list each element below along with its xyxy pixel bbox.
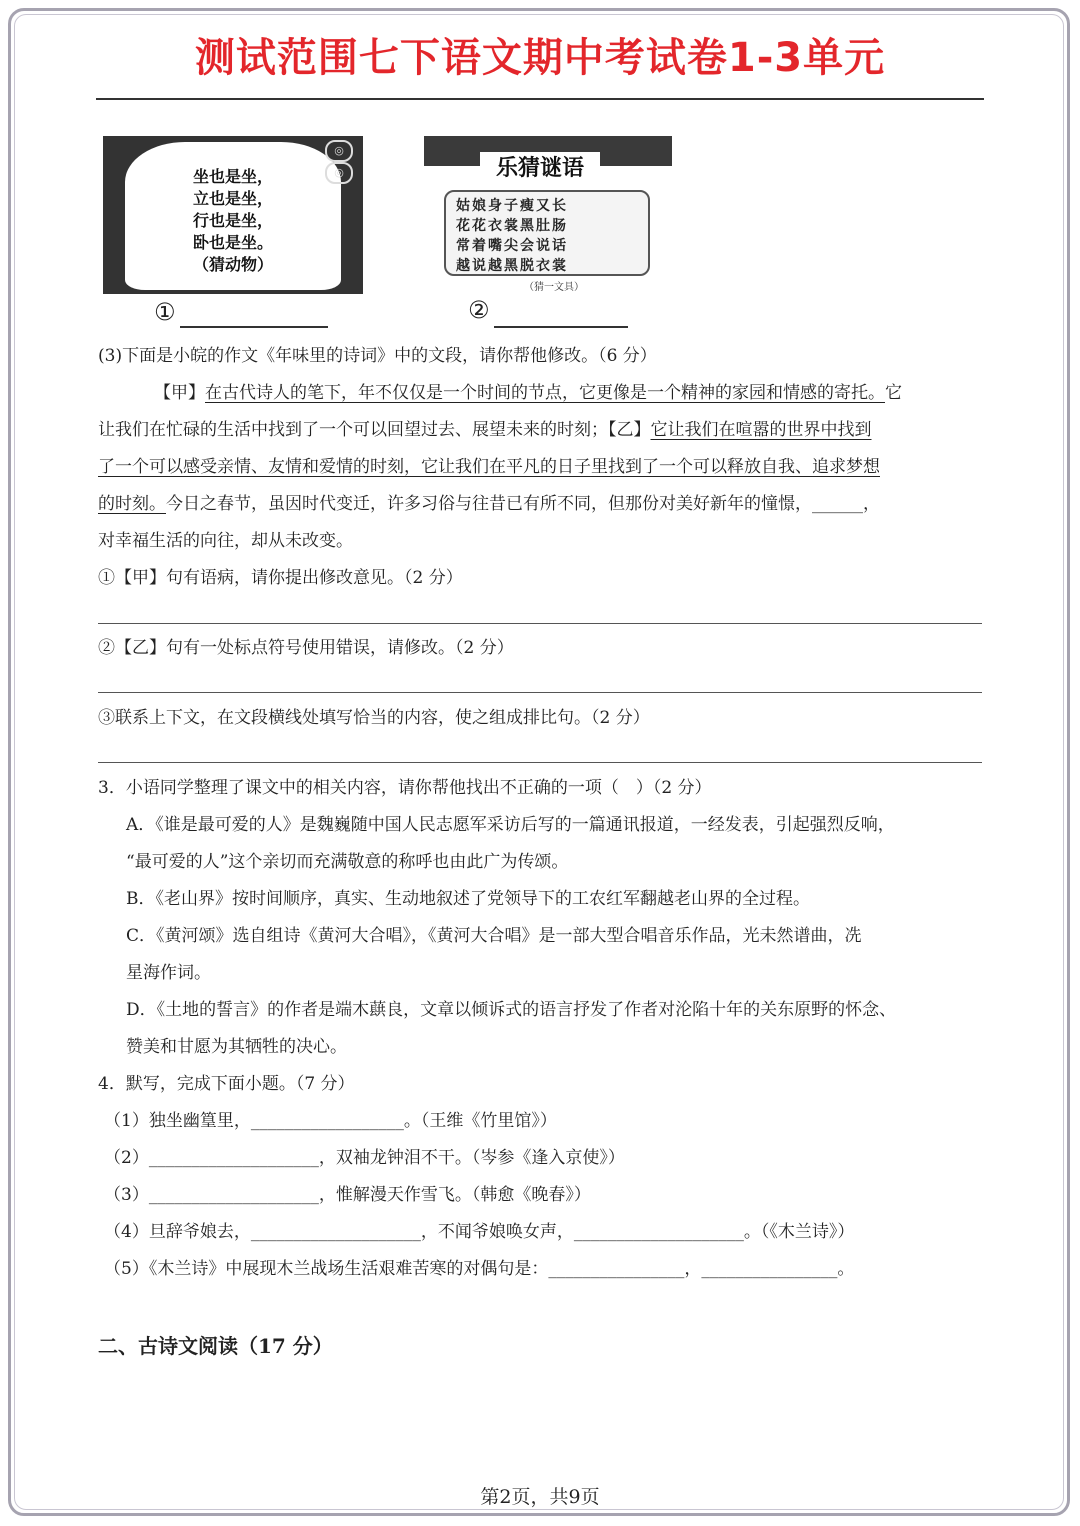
riddle-image-2-logo: 乐猜谜语 [480,152,600,186]
tab-icon: ◎ [325,140,353,162]
answer-line-2[interactable] [98,692,982,693]
riddle-line: 立也是坐， [193,189,274,208]
riddle-image-2-text [444,190,650,276]
answer-label-2: ② [468,296,490,324]
riddle-image-2-hint: （猜一文具） [524,282,584,293]
riddle-line: 卧也是坐。 [193,233,274,252]
riddle-line: 坐也是坐， [193,167,274,186]
passage-text: 它 [885,383,902,403]
riddle-line: 花花衣裳黑肚肠 [456,218,568,234]
passage-line-1 [154,383,902,403]
passage-text: 让我们在忙碌的生活中找到了一个可以回望过去、展望未来的时刻；【乙】 [98,420,651,440]
page-number: 第2页，共9页 [480,1486,600,1508]
title-divider [96,98,984,100]
dictation-3: （3）____________________，惟解漫天作雪飞。（韩愈《晚春》） [104,1185,591,1205]
dictation-1: （1）独坐幽篁里，__________________。（王维《竹里馆》） [104,1111,557,1131]
subquestion-2: ②【乙】句有一处标点符号使用错误，请修改。（2 分） [98,638,514,658]
passage-sentence-yi-end: 的时刻。 [98,494,166,514]
riddle-line: 常着嘴尖会说话 [456,238,568,254]
passage-line-4 [98,494,880,514]
page-title: 测试范围七下语文期中考试卷1-3单元 [194,35,886,81]
passage-line-5: 对幸福生活的向往，却从未改变。 [98,531,353,551]
answer-blank-1[interactable] [180,326,328,328]
subquestion-1: ①【甲】句有语病，请你提出修改意见。（2 分） [98,568,463,588]
passage-line-2 [98,420,872,440]
passage-line-3: 了一个可以感受亲情、友情和爱情的时刻，它让我们在平凡的日子里找到了一个可以释放自我、追求梦想 [98,457,880,477]
option-d: D．《土地的誓言》的作者是端木蕻良，文章以倾诉式的语言抒发了作者对沦陷十年的关东原野的怀念、 [126,1000,897,1020]
passage-text: 今日之春节，虽因时代变迁，许多习俗与往昔已有所不同，但那份对美好新年的憧憬，______， [166,494,880,514]
option-a-cont: “最可爱的人”这个亲切而充满敬意的称呼也由此广为传颂。 [126,852,569,872]
dictation-5: （5）《木兰诗》中展现木兰战场生活艰难苦寒的对偶句是：________________，________________。 [104,1259,855,1279]
riddle-line: 越说越黑脱衣裳 [456,258,568,274]
option-c: C．《黄河颂》选自组诗《黄河大合唱》，《黄河大合唱》是一部大型合唱音乐作品，光未然谱曲，冼 [126,926,862,946]
passage-sentence-yi: 它让我们在喧嚣的世界中找到 [650,420,872,440]
question-4-stem: 4．默写，完成下面小题。（7 分） [98,1074,355,1094]
subquestion-3: ③联系上下文，在文段横线处填写恰当的内容，使之组成排比句。（2 分） [98,708,650,728]
passage-label-jia: 【甲】 [154,383,205,403]
riddle-line: 行也是坐， [193,211,274,230]
question-3-choice-stem: 3．小语同学整理了课文中的相关内容，请你帮他找出不正确的一项（ ）（2 分） [98,778,712,798]
riddle-image-2 [424,128,672,296]
option-a: A．《谁是最可爱的人》是魏巍随中国人民志愿军采访后写的一篇通讯报道，一经发表，引起强烈反响， [126,815,895,835]
option-d-cont: 赞美和甘愿为其牺牲的决心。 [126,1037,347,1057]
question-3-stem: (3)下面是小皖的作文《年味里的诗词》中的文段，请你帮他修改。（6 分） [98,346,657,366]
answer-line-3[interactable] [98,762,982,763]
passage-sentence-jia: 在古代诗人的笔下，年不仅仅是一个时间的节点，它更像是一个精神的家园和情感的寄托。 [205,383,885,403]
dictation-2: （2）____________________，双袖龙钟泪不干。（岑参《逢入京使》） [104,1148,625,1168]
riddle-image-1 [103,136,363,294]
tab-icon: ◎ [325,162,353,184]
answer-blank-2[interactable] [494,326,628,328]
option-b: B．《老山界》按时间顺序，真实、生动地叙述了党领导下的工农红军翻越老山界的全过程。 [126,889,810,909]
option-c-cont: 星海作词。 [126,963,211,983]
answer-label-1: ① [154,298,176,326]
riddle-image-1-text [193,166,273,276]
dictation-4: （4）旦辞爷娘去，____________________，不闻爷娘唤女声，____________________。（《木兰诗》） [104,1222,855,1242]
answer-line-1[interactable] [98,623,982,624]
riddle-line: （猜动物） [193,255,274,274]
section-heading: 二、古诗文阅读（17 分） [98,1334,333,1358]
riddle-line: 姑娘身子瘦又长 [456,198,568,214]
